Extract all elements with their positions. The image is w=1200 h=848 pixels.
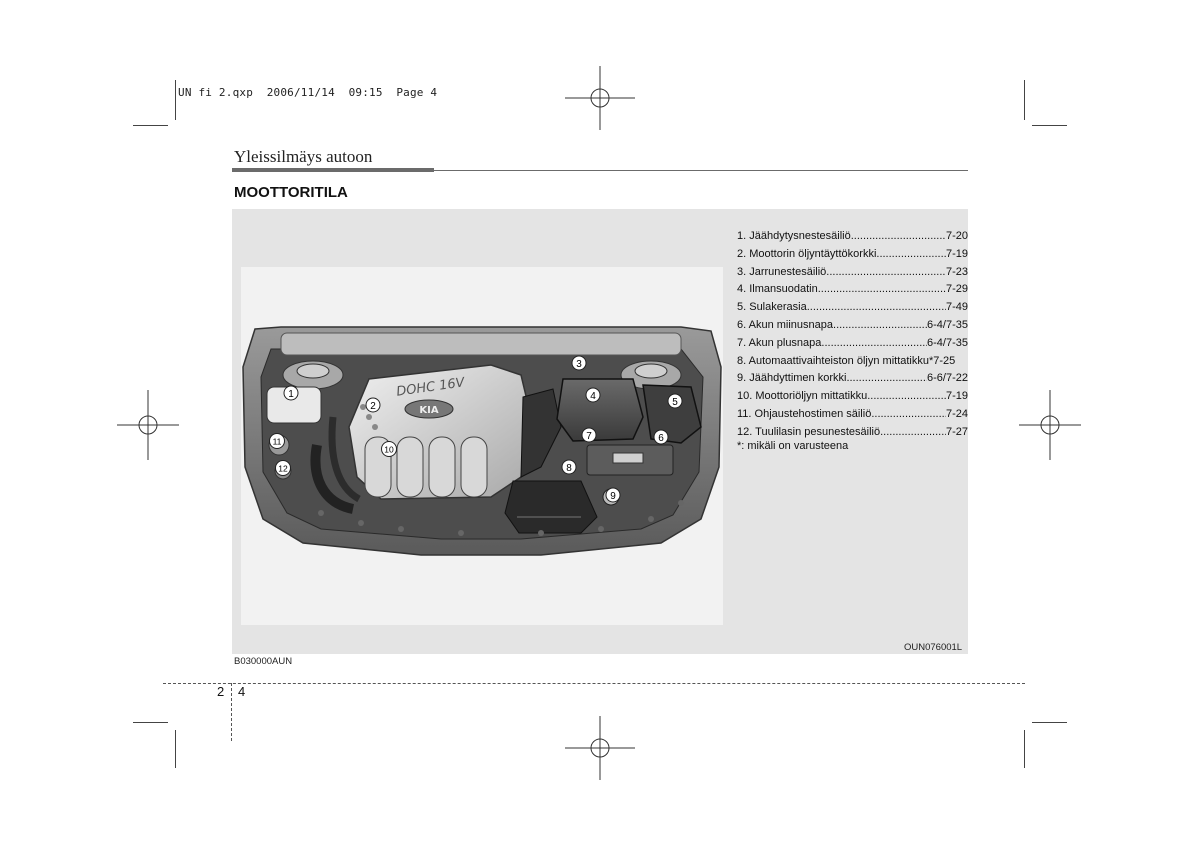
legend-item-label: 8. Automaattivaihteiston öljyn mittatikku*: [737, 354, 934, 367]
footer-divider: [163, 683, 1025, 684]
image-code: OUN076001L: [904, 642, 963, 653]
crop-mark: [133, 125, 168, 126]
legend-item-page: 7-49: [945, 301, 968, 314]
crop-mark: [1032, 125, 1067, 126]
legend-item-page: 7-20: [945, 230, 968, 242]
engine-bay-photo: [241, 267, 723, 625]
section-rule: [232, 168, 434, 172]
legend-item-page: 7-24: [945, 407, 968, 420]
legend-leader-dots: [851, 228, 946, 246]
callout-3: [572, 356, 586, 370]
legend-item-page: 7-29: [945, 283, 968, 296]
callout-9: [606, 488, 620, 502]
callout-2: [366, 398, 380, 412]
legend-leader-dots: [833, 317, 927, 335]
crop-mark: [1024, 80, 1025, 120]
legend-leader-dots: [818, 281, 946, 299]
legend-item: [737, 317, 969, 335]
callout-12: [276, 461, 291, 476]
crop-mark: [1024, 730, 1025, 768]
legend-item-page: 7-19: [945, 247, 968, 260]
legend-item-page: 6-4/7-35: [927, 318, 968, 331]
legend-leader-dots: [846, 370, 927, 388]
engine-bay-illustration: [241, 267, 723, 625]
callout-label: 3: [576, 359, 582, 370]
crop-mark: [175, 730, 176, 768]
legend-item: [737, 370, 969, 388]
legend-item-label: 7. Akun plusnapa: [737, 336, 822, 349]
legend-item: [737, 388, 969, 406]
legend-leader-dots: [880, 424, 946, 442]
legend-item: [737, 424, 969, 442]
legend-item-page: 7-23: [945, 265, 968, 278]
callout-label: 5: [672, 397, 678, 408]
legend-item: [737, 299, 969, 317]
chapter-number: 2: [217, 684, 225, 699]
callout-label: 2: [370, 401, 376, 412]
legend-item: [737, 353, 969, 371]
legend-leader-dots: [871, 406, 946, 424]
legend-item-page: 7-19: [945, 390, 968, 403]
section-rule: [434, 170, 968, 171]
component-legend: [737, 228, 969, 442]
callout-7: [582, 428, 596, 442]
legend-item-label: 5. Sulakerasia: [737, 301, 807, 314]
callout-label: 4: [590, 391, 596, 402]
registration-mark-icon: [565, 713, 635, 783]
legend-item-label: 3. Jarrunestesäiliö: [737, 265, 827, 278]
registration-mark-icon: [113, 390, 183, 460]
crop-mark: [133, 722, 168, 723]
legend-leader-dots: [876, 246, 946, 264]
callout-label: 9: [610, 491, 616, 502]
registration-mark-icon: [1015, 390, 1085, 460]
legend-leader-dots: [867, 388, 946, 406]
legend-item-page: 6-6/7-22: [927, 372, 968, 385]
callout-6: [654, 430, 668, 444]
registration-mark-icon: [565, 63, 635, 133]
legend-item-label: 4. Ilmansuodatin: [737, 283, 818, 296]
legend-leader-dots: [807, 299, 946, 317]
callout-label: 10: [384, 444, 394, 455]
crop-mark: [175, 80, 176, 120]
crop-mark: [1032, 722, 1067, 723]
section-title: Yleissilmäys autoon: [234, 147, 373, 166]
engine-cover-text: DOHC 16V: [395, 375, 466, 400]
legend-item-label: 6. Akun miinusnapa: [737, 318, 834, 331]
legend-item: [737, 246, 969, 264]
legend-item: [737, 406, 969, 424]
legend-leader-dots: [821, 335, 927, 353]
legend-item-label: 11. Ohjaustehostimen säiliö: [737, 407, 872, 420]
callout-1: [284, 386, 298, 400]
callout-label: 12: [278, 463, 288, 474]
legend-item-label: 9. Jäähdyttimen korkki: [737, 372, 847, 385]
callout-label: 7: [586, 431, 592, 442]
page-number: 4: [238, 684, 246, 699]
callout-label: 8: [566, 463, 572, 474]
callout-4: [586, 388, 600, 402]
callout-label: 11: [272, 436, 282, 447]
legend-item: [737, 281, 969, 299]
document-code: B030000AUN: [234, 656, 293, 667]
callout-8: [562, 460, 576, 474]
legend-item-label: 1. Jäähdytysnestesäiliö: [737, 230, 851, 242]
legend-item-page: 7-27: [945, 425, 968, 438]
legend-item-label: 10. Moottoriöljyn mittatikku: [737, 390, 868, 403]
legend-item: [737, 335, 969, 353]
callout-10: [382, 442, 397, 457]
callout-label: 1: [288, 389, 294, 400]
print-header: UN fi 2.qxp 2006/11/14 09:15 Page 4: [178, 86, 438, 99]
legend-item-label: 12. Tuulilasin pesunestesäiliö: [737, 425, 881, 438]
brand-badge-text: KIA: [419, 405, 439, 416]
callout-5: [668, 394, 682, 408]
legend-item-page: 6-4/7-35: [927, 336, 968, 349]
legend-item: [737, 228, 969, 246]
legend-item-page: 7-25: [933, 354, 956, 367]
page-heading: MOOTTORITILA: [234, 184, 348, 201]
legend-item: [737, 264, 969, 282]
callout-label: 6: [658, 433, 664, 444]
legend-item-label: 2. Moottorin öljyntäyttökorkki: [737, 247, 877, 260]
footnote: *: mikäli on varusteena: [737, 440, 849, 452]
legend-leader-dots: [826, 264, 946, 282]
callout-11: [270, 434, 285, 449]
footer-divider: [231, 683, 232, 741]
